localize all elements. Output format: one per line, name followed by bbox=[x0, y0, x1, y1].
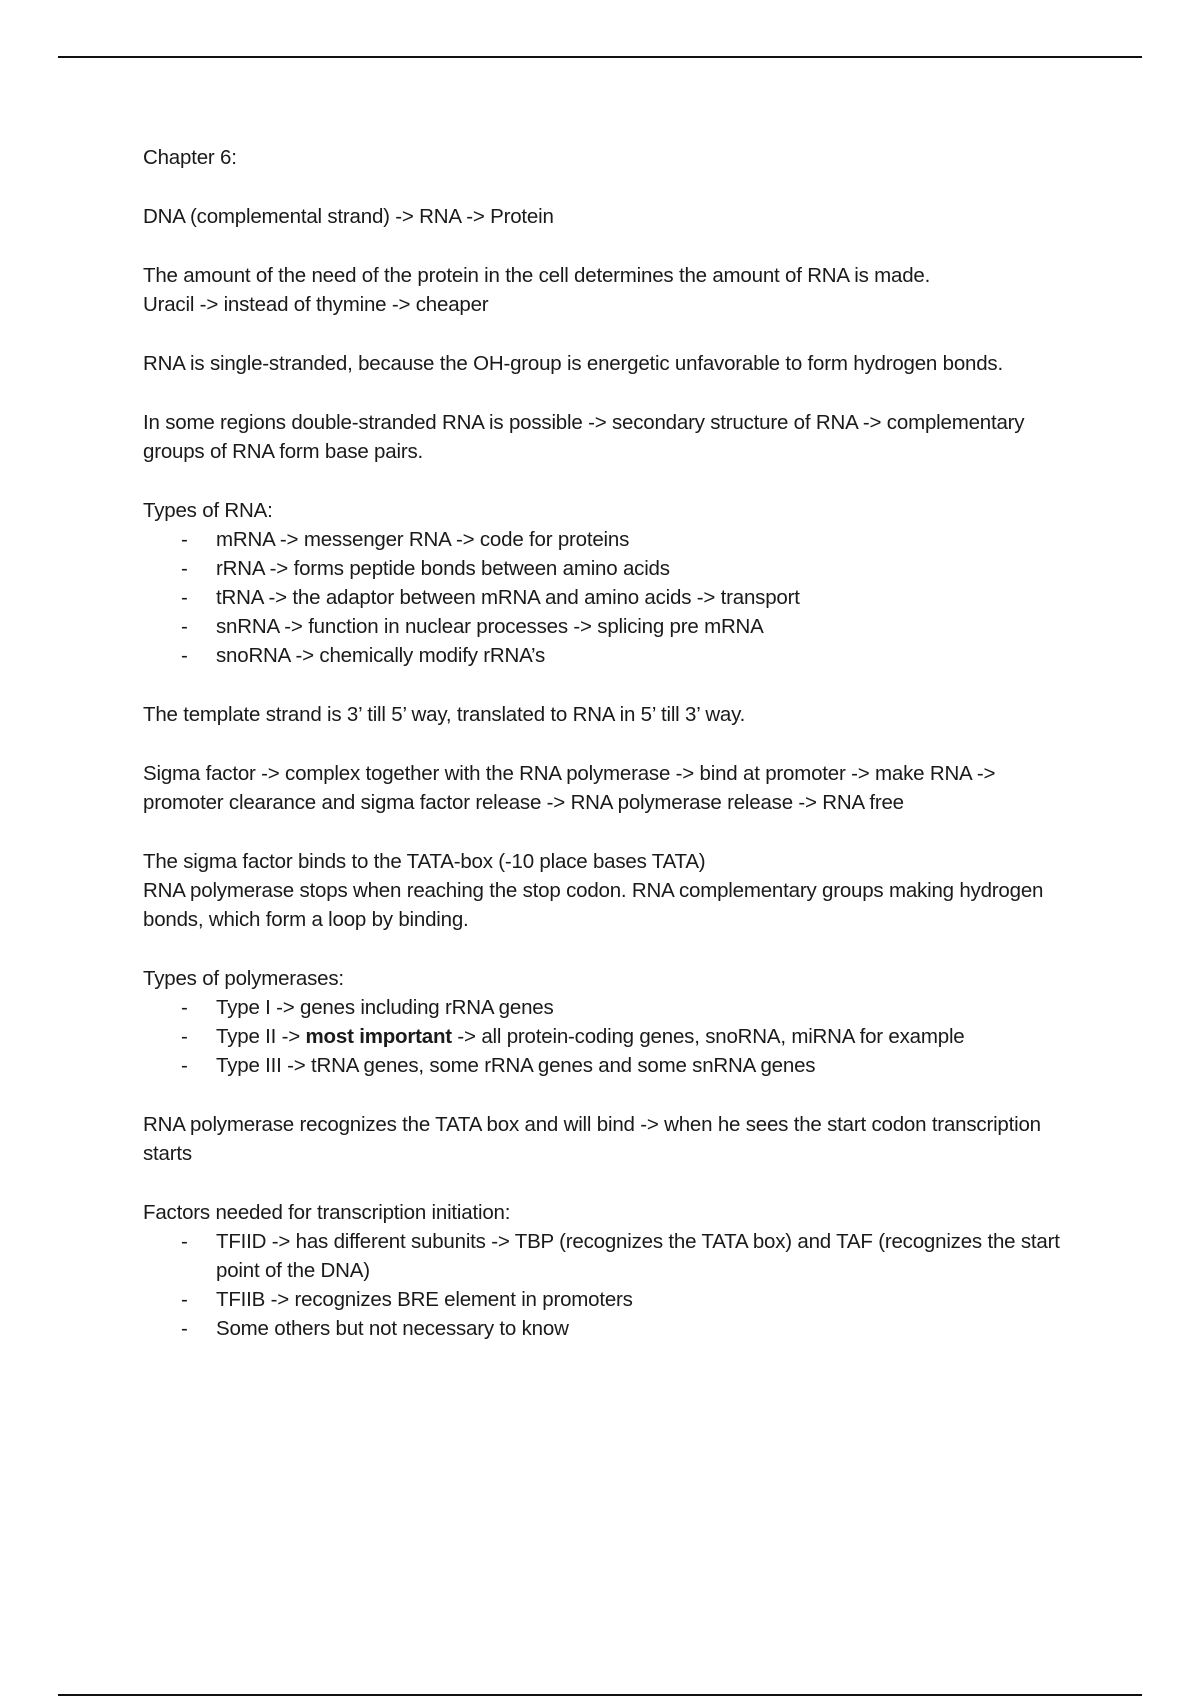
paragraph-double-stranded bbox=[143, 408, 1073, 466]
rna-types-title: Types of RNA: bbox=[143, 499, 273, 522]
factors-section bbox=[143, 1198, 1073, 1343]
rna-types-section bbox=[143, 496, 1073, 670]
paragraph-text: Sigma factor -> complex together with the RNA polymerase -> bind at promoter -> make RNA -> promoter clearance and sigma factor release -> RNA polymerase release -> RNA free bbox=[143, 762, 996, 814]
paragraph-line: The sigma factor binds to the TATA-box (-10 place bases TATA) bbox=[143, 850, 706, 873]
paragraph-line: Uracil -> instead of thymine -> cheaper bbox=[143, 293, 489, 316]
list-item: - tRNA -> the adaptor between mRNA and amino acids -> transport bbox=[143, 583, 1073, 612]
paragraph-text: The template strand is 3’ till 5’ way, translated to RNA in 5’ till 3’ way. bbox=[143, 703, 746, 726]
list-item: - Some others but not necessary to know bbox=[143, 1314, 1073, 1343]
list-item: - Type I -> genes including rRNA genes bbox=[143, 993, 1073, 1022]
list-item: - snoRNA -> chemically modify rRNA’s bbox=[143, 641, 1073, 670]
polymerases-title: Types of polymerases: bbox=[143, 967, 344, 990]
list-item: - rRNA -> forms peptide bonds between amino acids bbox=[143, 554, 1073, 583]
page-top-rule bbox=[58, 56, 1142, 58]
paragraph-template-strand bbox=[143, 700, 1073, 729]
paragraph-text: RNA polymerase recognizes the TATA box and will bind -> when he sees the start codon transcription starts bbox=[143, 1113, 1041, 1165]
page-bottom-rule bbox=[58, 1694, 1142, 1696]
rna-types-list bbox=[143, 525, 1073, 670]
emphasis-text: most important bbox=[305, 1025, 452, 1048]
polymerases-list bbox=[143, 993, 1073, 1080]
list-item: - TFIIB -> recognizes BRE element in promoters bbox=[143, 1285, 1073, 1314]
paragraph-tata-box bbox=[143, 847, 1073, 934]
polymerases-section bbox=[143, 964, 1073, 1080]
factors-title: Factors needed for transcription initiation: bbox=[143, 1201, 511, 1224]
list-item: - snRNA -> function in nuclear processes -> splicing pre mRNA bbox=[143, 612, 1073, 641]
factors-list bbox=[143, 1227, 1073, 1343]
paragraph-line: RNA polymerase stops when reaching the stop codon. RNA complementary groups making hydrogen bonds, which form a loop by binding. bbox=[143, 879, 1044, 931]
flow-line: DNA (complemental strand) -> RNA -> Protein bbox=[143, 205, 554, 228]
paragraph-sigma-factor bbox=[143, 759, 1073, 817]
list-item: - mRNA -> messenger RNA -> code for proteins bbox=[143, 525, 1073, 554]
list-item: - Type III -> tRNA genes, some rRNA genes and some snRNA genes bbox=[143, 1051, 1073, 1080]
list-item-text: Type II -> bbox=[216, 1025, 306, 1048]
paragraph-recognition bbox=[143, 1110, 1073, 1168]
document-body bbox=[143, 143, 1073, 1373]
paragraph-text: In some regions double-stranded RNA is possible -> secondary structure of RNA -> complementary groups of RNA form base pairs. bbox=[143, 411, 1025, 463]
paragraph-text: RNA is single-stranded, because the OH-group is energetic unfavorable to form hydrogen bonds. bbox=[143, 352, 1003, 375]
list-item: - TFIID -> has different subunits -> TBP (recognizes the TATA box) and TAF (recognizes the start point of the DNA) bbox=[143, 1227, 1073, 1285]
list-item-text: -> all protein-coding genes, snoRNA, miRNA for example bbox=[451, 1025, 965, 1048]
paragraph-protein-amount bbox=[143, 261, 1073, 319]
list-item bbox=[143, 1022, 1073, 1051]
paragraph-single-stranded bbox=[143, 349, 1073, 378]
flow-paragraph bbox=[143, 202, 1073, 231]
paragraph-line: The amount of the need of the protein in the cell determines the amount of RNA is made. bbox=[143, 264, 931, 287]
chapter-title: Chapter 6: bbox=[143, 146, 237, 169]
chapter-heading bbox=[143, 143, 1073, 172]
